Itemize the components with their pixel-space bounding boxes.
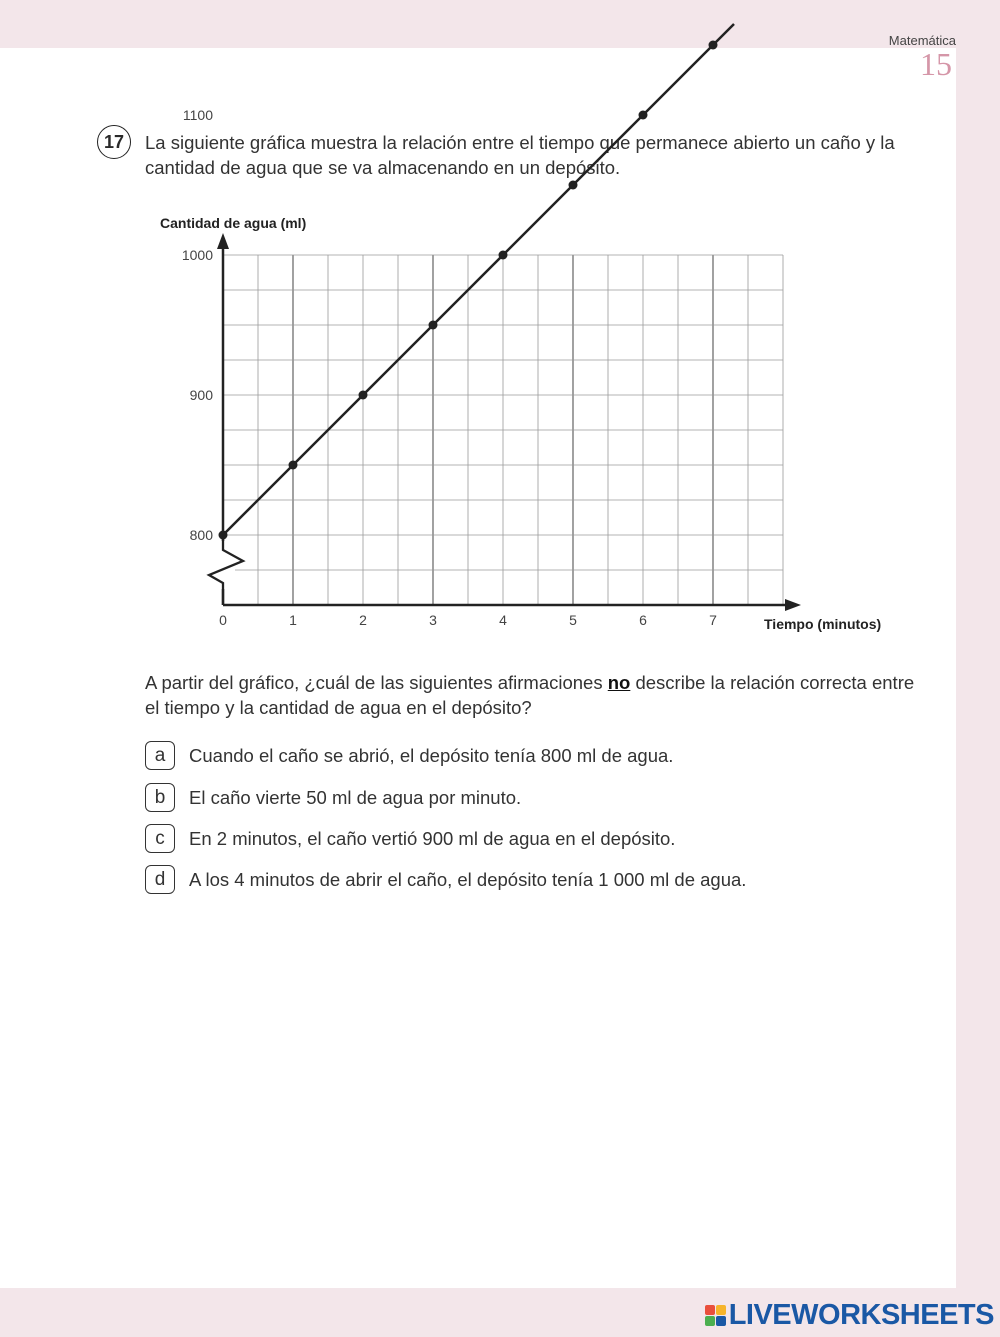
option-d[interactable] bbox=[145, 865, 746, 894]
question-emphasis: no bbox=[607, 672, 631, 693]
brand-name: LIVEWORKSHEETS bbox=[728, 1299, 994, 1331]
data-point bbox=[639, 111, 648, 120]
question-text bbox=[145, 670, 915, 720]
subject-label: Matemática bbox=[888, 33, 956, 48]
option-b-box[interactable]: b bbox=[145, 783, 175, 812]
logo-icon bbox=[705, 1305, 726, 1326]
question-before: A partir del gráfico, ¿cuál de las siguientes afirmaciones bbox=[145, 672, 608, 693]
question-after: describe la relación correcta entre el tiempo y la cantidad de agua en el depósito? bbox=[145, 672, 915, 718]
x-tick-label: 6 bbox=[639, 612, 647, 628]
data-point bbox=[569, 181, 578, 190]
x-tick-label: 1 bbox=[289, 612, 297, 628]
data-point bbox=[709, 41, 718, 50]
y-tick-label: 1100 bbox=[182, 107, 213, 123]
x-axis-arrow bbox=[785, 599, 801, 611]
data-point bbox=[359, 391, 368, 400]
y-axis-title: Cantidad de agua (ml) bbox=[160, 215, 307, 231]
y-tick-label: 900 bbox=[189, 387, 213, 403]
option-c[interactable] bbox=[145, 824, 675, 853]
page-number: 15 bbox=[920, 46, 952, 82]
option-a-box[interactable]: a bbox=[145, 741, 175, 770]
option-a[interactable] bbox=[145, 741, 673, 770]
x-tick-label: 5 bbox=[569, 612, 577, 628]
data-point bbox=[499, 251, 508, 260]
x-tick-label: 3 bbox=[429, 612, 437, 628]
problem-intro: La siguiente gráfica muestra la relación entre el tiempo que permanece abierto un caño y la cantidad de agua que se va almacenando en un depósito. bbox=[145, 132, 895, 178]
x-axis-title: Tiempo (minutos) bbox=[764, 616, 882, 632]
y-tick-label: 800 bbox=[189, 527, 213, 543]
option-b-text: El caño vierte 50 ml de agua por minuto. bbox=[189, 786, 522, 808]
option-c-text: En 2 minutos, el caño vertió 900 ml de agua en el depósito. bbox=[189, 827, 676, 849]
option-b[interactable] bbox=[145, 783, 521, 812]
data-point bbox=[219, 531, 228, 540]
x-tick-label: 2 bbox=[359, 612, 367, 628]
data-point bbox=[289, 461, 298, 470]
option-c-box[interactable]: c bbox=[145, 824, 175, 853]
liveworksheets-logo bbox=[705, 1299, 994, 1332]
problem-number: 17 bbox=[97, 125, 131, 159]
option-d-box[interactable]: d bbox=[145, 865, 175, 894]
x-tick-label: 4 bbox=[499, 612, 507, 628]
y-tick-label: 1000 bbox=[181, 247, 213, 263]
y-axis-arrow bbox=[217, 233, 229, 249]
data-point bbox=[429, 321, 438, 330]
x-tick-label: 0 bbox=[219, 612, 227, 628]
option-a-text: Cuando el caño se abrió, el depósito tenía 800 ml de agua. bbox=[189, 744, 674, 766]
page-margin bbox=[956, 0, 1000, 1290]
x-tick-label: 7 bbox=[709, 612, 717, 628]
option-d-text: A los 4 minutos de abrir el caño, el depósito tenía 1 000 ml de agua. bbox=[189, 868, 747, 890]
